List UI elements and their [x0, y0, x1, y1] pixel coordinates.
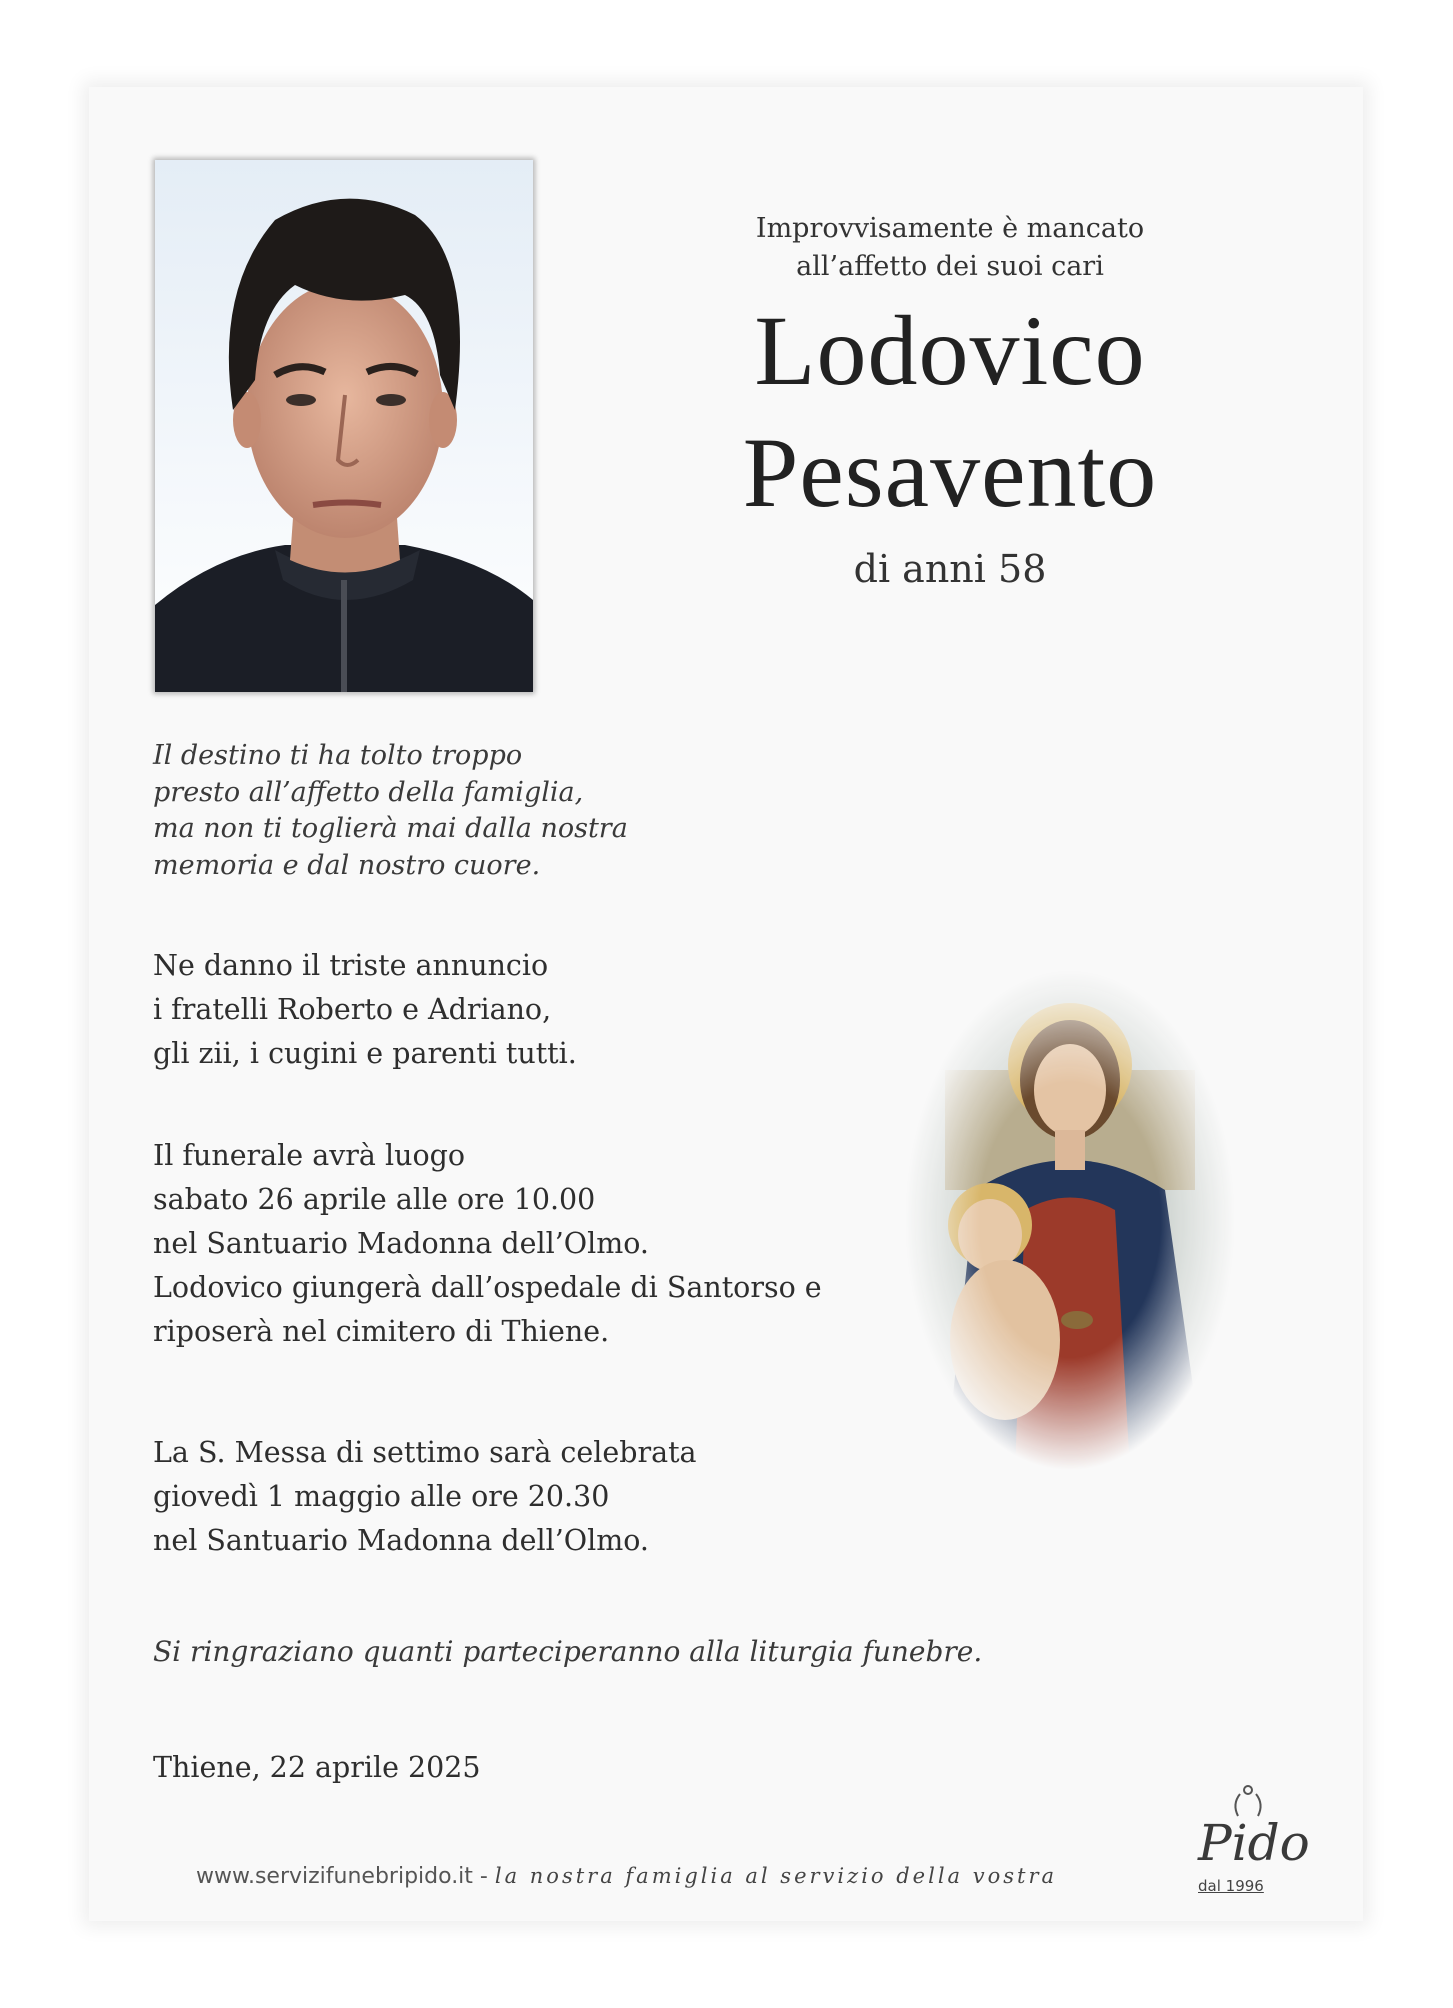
funeral-line: Lodovico giungerà dall’ospedale di Santorso e — [153, 1271, 822, 1304]
thanks-text: Si ringraziano quanti parteciperanno alla liturgia funebre. — [153, 1635, 983, 1668]
intro-line: all’affetto dei suoi cari — [796, 251, 1104, 282]
portrait-illustration — [155, 160, 533, 692]
announcement-block — [153, 944, 577, 1076]
announcement-line: i fratelli Roberto e Adriano, — [153, 993, 552, 1026]
deceased-name — [650, 290, 1250, 534]
footer-tagline: la nostra famiglia al servizio della vostra — [494, 1864, 1058, 1888]
verse-line: Il destino ti ha tolto troppo — [153, 740, 523, 771]
funeral-line: nel Santuario Madonna dell’Olmo. — [153, 1227, 649, 1260]
last-name: Pesavento — [742, 417, 1158, 528]
portrait-photo — [155, 160, 533, 692]
place-date: Thiene, 22 aprile 2025 — [153, 1751, 481, 1784]
company-since: dal 1996 — [1198, 1877, 1264, 1895]
intro-line: Improvvisamente è mancato — [755, 213, 1145, 244]
mass-details — [153, 1431, 697, 1563]
memorial-verse — [153, 738, 628, 884]
announcement-line: gli zii, i cugini e parenti tutti. — [153, 1037, 577, 1070]
announcement-line: Ne danno il triste annuncio — [153, 949, 549, 982]
verse-line: presto all’affetto della famiglia, — [153, 776, 584, 808]
mass-line: nel Santuario Madonna dell’Olmo. — [153, 1524, 649, 1557]
website-link[interactable]: www.servizifunebripido.it — [196, 1864, 473, 1889]
funeral-details — [153, 1134, 822, 1354]
funeral-line: sabato 26 aprile alle ore 10.00 — [153, 1183, 596, 1216]
funeral-line: riposerà nel cimitero di Thiene. — [153, 1315, 610, 1348]
madonna-image — [905, 970, 1235, 1470]
verse-line: ma non ti toglierà mai dalla nostra — [153, 813, 628, 844]
madonna-illustration — [905, 970, 1235, 1470]
footer-separator: - — [472, 1864, 495, 1889]
intro-text — [650, 210, 1250, 286]
footer — [196, 1864, 1057, 1889]
first-name: Lodovico — [754, 295, 1146, 406]
company-logo: Pido — [1198, 1814, 1310, 1872]
mass-line: giovedì 1 maggio alle ore 20.30 — [153, 1480, 610, 1513]
mass-line: La S. Messa di settimo sarà celebrata — [153, 1436, 697, 1469]
age-text: di anni 58 — [853, 547, 1047, 591]
funeral-line: Il funerale avrà luogo — [153, 1139, 466, 1172]
obituary-header — [650, 210, 1250, 594]
verse-line: memoria e dal nostro cuore. — [153, 849, 541, 881]
